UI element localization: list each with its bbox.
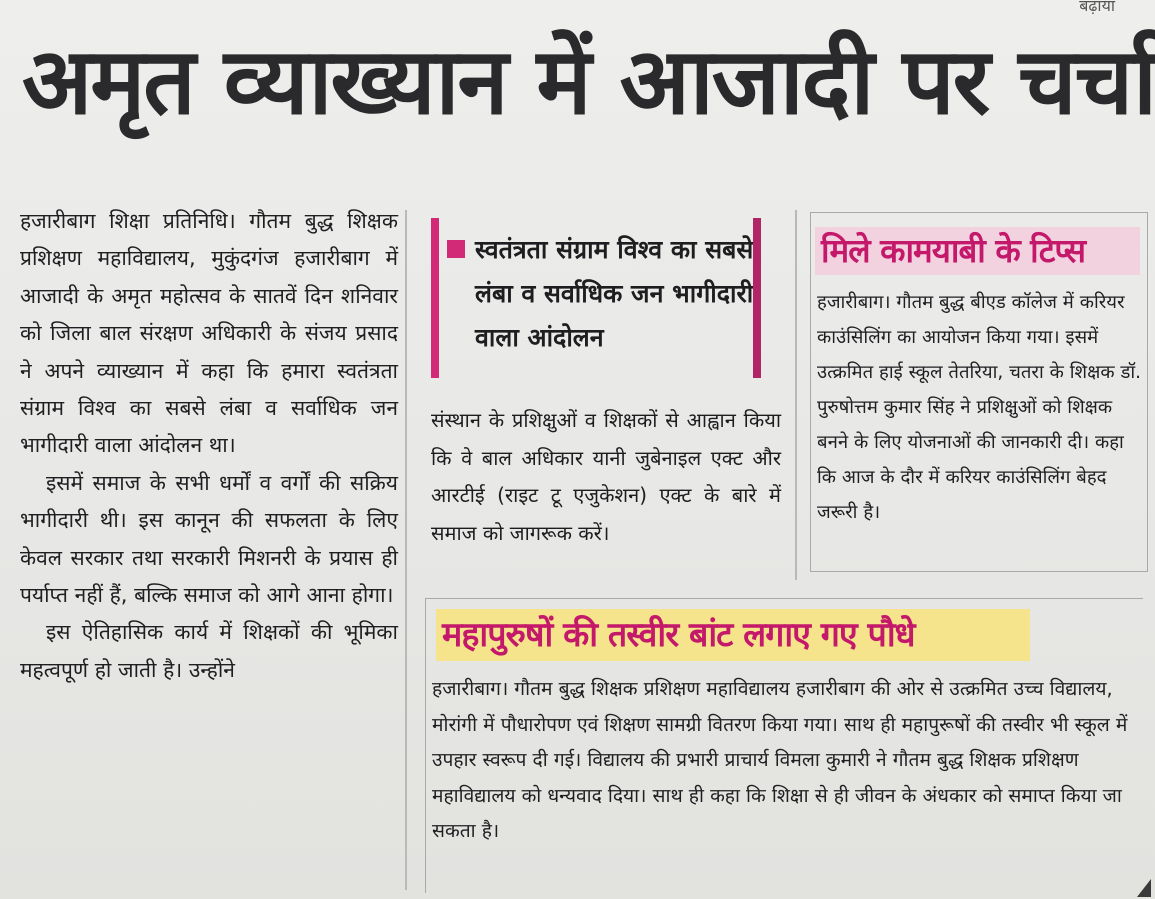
bottom-story-plants <box>425 598 1143 893</box>
headline: अमृत व्याख्यान में आजादी पर चर्चा <box>22 28 1155 135</box>
sidebar-story-body: हजारीबाग। गौतम बुद्ध बीएड कॉलेज में करियर काउंसिलिंग का आयोजन किया गया। इसमें उत्क्रमित हाई स्कूल तेतरिया, चतरा के शिक्षक डॉ. पुरुषोत्तम कुमार सिंह ने प्रशिक्षुओं को शिक्षक बनने के लिए योजनाओं की जानकारी दी। कहा कि आज के दौर में करियर काउंसिलिंग बेहद जरूरी है। <box>817 292 1142 523</box>
pull-quote-text: स्वतंत्रता संग्राम विश्व का सबसे लंबा व सर्वाधिक जन भागीदारी वाला आंदोलन <box>475 235 754 352</box>
bottom-story-body: हजारीबाग। गौतम बुद्ध शिक्षक प्रशिक्षण महाविद्यालय हजारीबाग की ओर से उत्क्रमित उच्च विद्यालय, मोरांगी में पौधारोपण एवं शिक्षण सामग्री वितरण किया गया। साथ ही महापुरूषों की तस्वीर भी स्कूल में उपहार स्वरूप दी गई। विद्यालय की प्रभारी प्राचार्य विमला कुमारी ने गौतम बुद्ध शिक्षक प्रशिक्षण महाविद्यालय को धन्यवाद दिया। साथ ही कहा कि शिक्षा से ही जीवन के अंधकार को समाप्त किया जा सकता है। <box>432 677 1128 842</box>
bottom-story-headline-highlight <box>436 609 1030 661</box>
sidebar-story-headline: मिले कामयाबी के टिप्स <box>821 231 1086 270</box>
page-edge-text: बढ़ाया <box>1079 0 1115 15</box>
pull-quote-bar-left <box>431 218 439 378</box>
paragraph-2: इसमें समाज के सभी धर्मों व वर्गों की सक्रिय भागीदारी थी। इस कानून की सफलता के लिए केवल सरकार तथा सरकारी मिशनरी के प्रयास ही पर्याप्त नहीं हैं, बल्कि समाज को आगे आना होगा। <box>20 470 398 608</box>
sidebar-story-headline-highlight <box>815 227 1140 275</box>
sidebar-story-career-tips <box>810 212 1148 572</box>
pull-quote-bar-right <box>753 218 761 378</box>
bottom-story-headline: महापुरुषों की तस्वीर बांट लगाए गए पौधे <box>442 615 915 655</box>
corner-mark <box>1137 879 1151 897</box>
column-divider <box>405 210 407 890</box>
pull-quote <box>431 218 754 378</box>
main-article-column <box>20 203 398 689</box>
column-divider <box>795 210 797 580</box>
pull-quote-marker-icon <box>447 240 465 258</box>
article-continuation: संस्थान के प्रशिक्षुओं व शिक्षकों से आह्वान किया कि वे बाल अधिकार यानी जुबेनाइल एक्ट और आरटीई (राइट टू एजुकेशन) एक्ट के बारे में समाज को जागरूक करें। <box>431 408 781 545</box>
paragraph-3: इस ऐतिहासिक कार्य में शिक्षकों की भूमिका महत्वपूर्ण हो जाती है। उन्होंने <box>20 620 398 682</box>
paragraph-1: हजारीबाग शिक्षा प्रतिनिधि। गौतम बुद्ध शिक्षक प्रशिक्षण महाविद्यालय, मुकुंदगंज हजारीबाग में आजादी के अमृत महोत्सव के सातवें दिन शनिवार को जिला बाल संरक्षण अधिकारी के संजय प्रसाद ने अपने व्याख्यान में कहा कि हमारा स्वतंत्रता संग्राम विश्व का सबसे लंबा व सर्वाधिक जन भागीदारी वाला आंदोलन था। <box>20 209 398 458</box>
